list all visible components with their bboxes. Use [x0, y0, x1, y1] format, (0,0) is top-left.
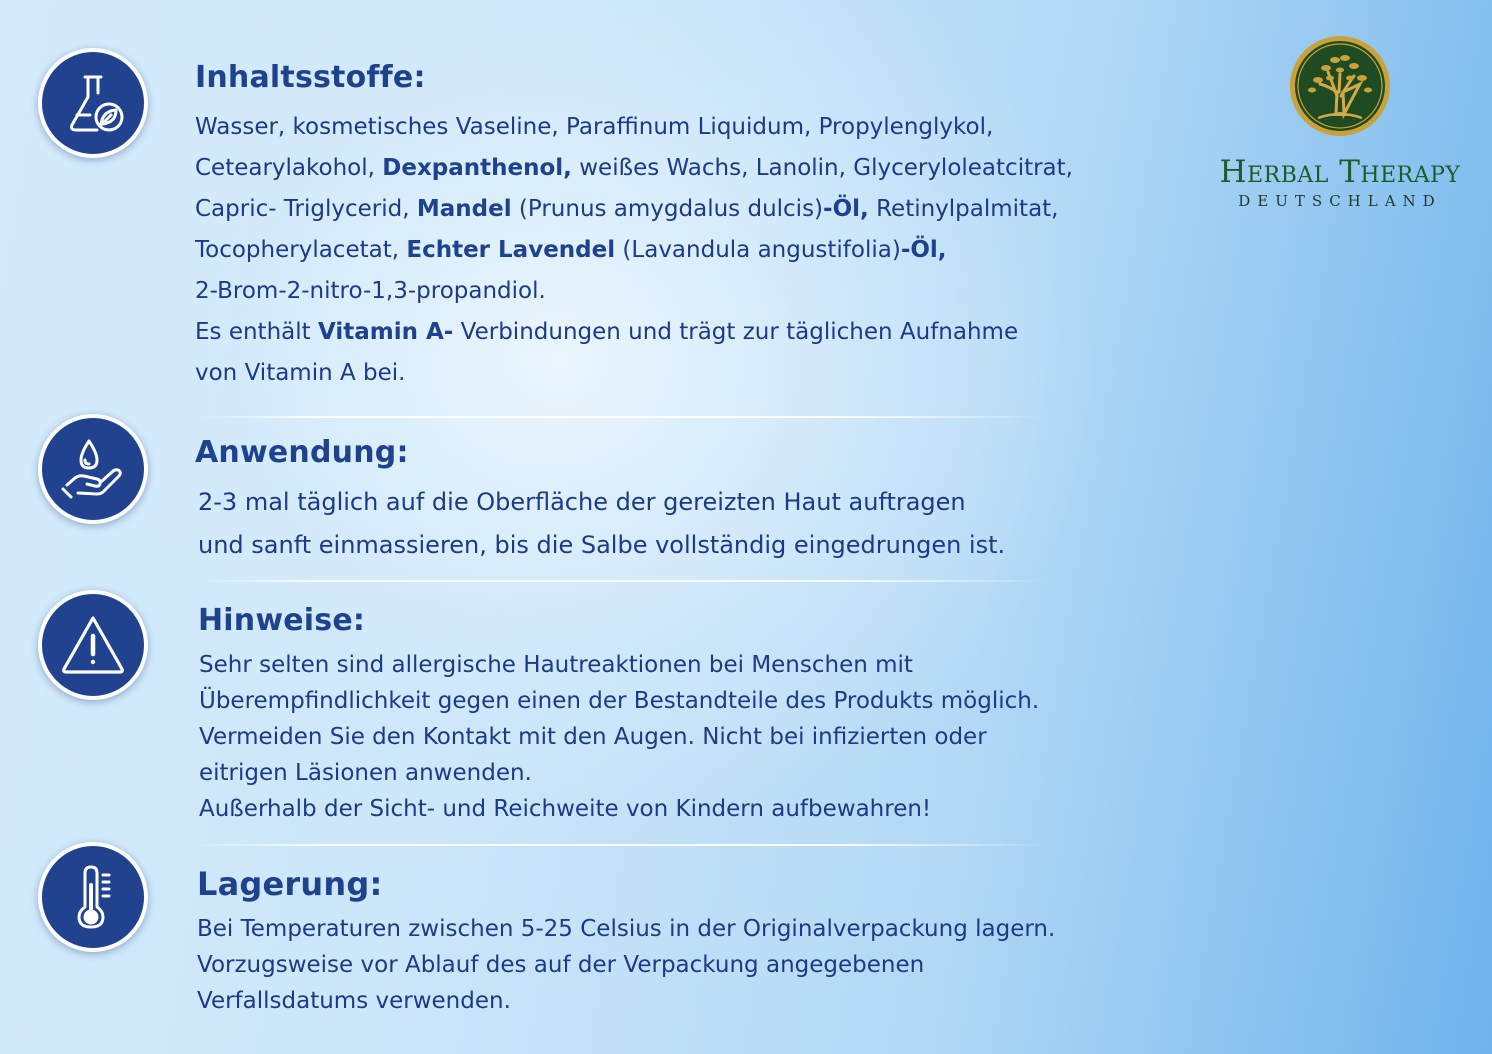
text-line	[197, 983, 1055, 1019]
heading-storage: Lagerung:	[197, 865, 383, 903]
heading-notes: Hinweise:	[198, 603, 366, 638]
brand-logo	[1210, 34, 1470, 210]
text-line	[199, 647, 1039, 683]
thermometer-icon	[38, 842, 148, 952]
highlighted-ingredient: Vitamin A-	[317, 319, 454, 345]
text-line	[195, 148, 1073, 189]
text-segment: eitrigen Läsionen anwenden.	[199, 760, 532, 786]
text-segment: Verbindungen und trägt zur täglichen Aufnahme	[453, 319, 1019, 345]
warning-icon	[38, 590, 148, 700]
highlighted-ingredient: -Öl,	[823, 196, 869, 222]
highlighted-ingredient: Echter Lavendel	[406, 237, 616, 263]
text-line	[195, 353, 1073, 394]
text-segment: und sanft einmassieren, bis die Salbe vollständig eingedrungen ist.	[198, 531, 1006, 559]
text-line	[195, 271, 1073, 312]
drop-hand-icon	[38, 414, 148, 524]
text-segment: weißes Wachs, Lanolin, Glyceryloleatcitrat,	[571, 155, 1073, 181]
text-segment: Verfallsdatums verwenden.	[197, 988, 511, 1014]
brand-subtitle: DEUTSCHLAND	[1238, 192, 1442, 210]
brand-name: Herbal Therapy	[1219, 154, 1461, 190]
text-segment: Außerhalb der Sicht- und Reichweite von Kindern aufbewahren!	[199, 796, 932, 822]
text-segment: von Vitamin A bei.	[195, 360, 406, 386]
text-segment: 2-Brom-2-nitro-1,3-propandiol.	[195, 278, 546, 304]
text-segment: Retinylpalmitat,	[868, 196, 1059, 222]
text-line	[197, 947, 1055, 983]
text-segment: Vorzugsweise vor Ablauf des auf der Verpackung angegebenen	[197, 952, 925, 978]
highlighted-ingredient: Dexpanthenol,	[382, 155, 572, 181]
text-line	[195, 107, 1073, 148]
heading-usage: Anwendung:	[195, 435, 409, 470]
tree-emblem-icon	[1288, 34, 1392, 138]
text-segment: Überempfindlichkeit gegen einen der Bestandteile des Produkts möglich.	[199, 688, 1040, 714]
text-line	[199, 791, 1039, 827]
text-line	[195, 230, 1073, 271]
highlighted-ingredient: Mandel	[416, 196, 512, 222]
highlighted-ingredient: -Öl,	[900, 237, 947, 263]
text-line	[199, 755, 1039, 791]
text-segment: Sehr selten sind allergische Hautreaktionen bei Menschen mit	[199, 652, 913, 678]
notes-text	[199, 647, 1039, 827]
text-segment: Wasser, kosmetisches Vaseline, Paraffinum Liquidum, Propylenglykol,	[195, 114, 994, 140]
divider	[195, 416, 1050, 418]
ingredients-text	[195, 107, 1073, 394]
flask-leaf-icon	[38, 48, 148, 158]
text-segment: 2-3 mal täglich auf die Oberfläche der gereizten Haut auftragen	[198, 488, 966, 516]
text-segment: Vermeiden Sie den Kontakt mit den Augen. Nicht bei infizierten oder	[199, 724, 987, 750]
heading-ingredients: Inhaltsstoffe:	[195, 60, 426, 95]
text-line	[198, 481, 1005, 524]
text-line	[197, 911, 1055, 947]
text-segment: Cetearylakohol,	[195, 155, 383, 181]
text-segment: Capric- Triglycerid,	[195, 196, 417, 222]
text-line	[195, 312, 1073, 353]
divider	[195, 844, 1050, 846]
text-line	[198, 524, 1005, 567]
text-segment: Bei Temperaturen zwischen 5-25 Celsius in der Originalverpackung lagern.	[197, 916, 1056, 942]
storage-text	[197, 911, 1055, 1019]
text-line	[195, 189, 1073, 230]
text-segment: Tocopherylacetat,	[195, 237, 407, 263]
text-line	[199, 683, 1039, 719]
text-line	[199, 719, 1039, 755]
text-segment: (Lavandula angustifolia)	[615, 237, 901, 263]
divider	[195, 580, 1050, 582]
text-segment: (Prunus amygdalus dulcis)	[511, 196, 824, 222]
usage-text	[198, 481, 1005, 567]
text-segment: Es enthält	[195, 319, 318, 345]
